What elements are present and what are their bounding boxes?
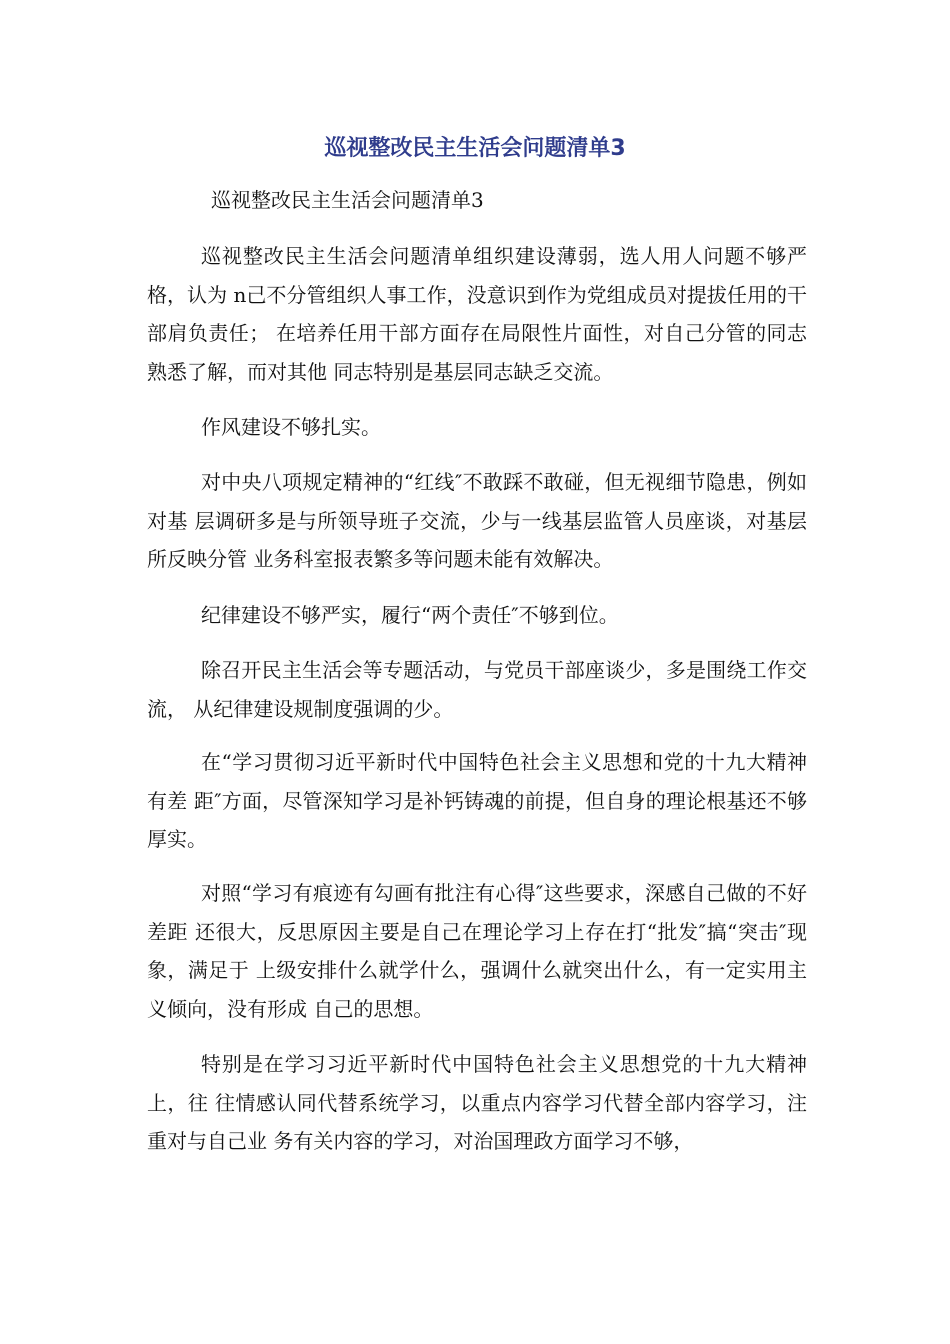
- paragraph-8: 特别是在学习习近平新时代中国特色社会主义思想党的十九大精神上，往 往情感认同代替系统学习，以重点内容学习代替全部内容学习，注重对与自己业 务有关内容的学习，对治国理政方面学习不够，: [147, 1052, 807, 1153]
- paragraph-3: 对中央八项规定精神的“红线″不敢踩不敢碰，但无视细节隐患，例如对基 层调研多是与所领导班子交流，少与一线基层监管人员座谈，对基层所反映分管 业务科室报表繁多等问题未能有效解决。: [147, 470, 807, 571]
- document-subtitle: 巡视整改民主生活会问题清单3: [211, 188, 484, 212]
- paragraph-4: 纪律建设不够严实，履行“两个责任″不够到位。: [201, 603, 619, 627]
- paragraph-7: 对照“学习有痕迹有勾画有批注有心得″这些要求，深感自己做的不好差距 还很大，反思原因主要是自己在理论学习上存在打“批发″搞“突击″现象，满足于 上级安排什么就学什么，强调什么就突出什么，有一定实用主义倾向，没有形成 自己的思想。: [147, 881, 807, 1021]
- paragraph-2: 作风建设不够扎实。: [201, 415, 381, 439]
- paragraph-1: 巡视整改民主生活会问题清单组织建设薄弱，选人用人问题不够严格，认为 n己不分管组织人事工作，没意识到作为党组成员对提拔任用的干部肩负责任； 在培养任用干部方面存在局限性片面性，对自己分管的同志熟悉了解，而对其他 同志特别是基层同志缺乏交流。: [147, 244, 807, 384]
- paragraph-5: 除召开民主生活会等专题活动，与党员干部座谈少，多是围绕工作交流， 从纪律建设规制度强调的少。: [147, 658, 807, 721]
- paragraph-6: 在“学习贯彻习近平新时代中国特色社会主义思想和党的十九大精神有差 距″方面，尽管深知学习是补钙铸魂的前提，但自身的理论根基还不够厚实。: [147, 750, 807, 851]
- document-title: 巡视整改民主生活会问题清单3: [324, 136, 626, 161]
